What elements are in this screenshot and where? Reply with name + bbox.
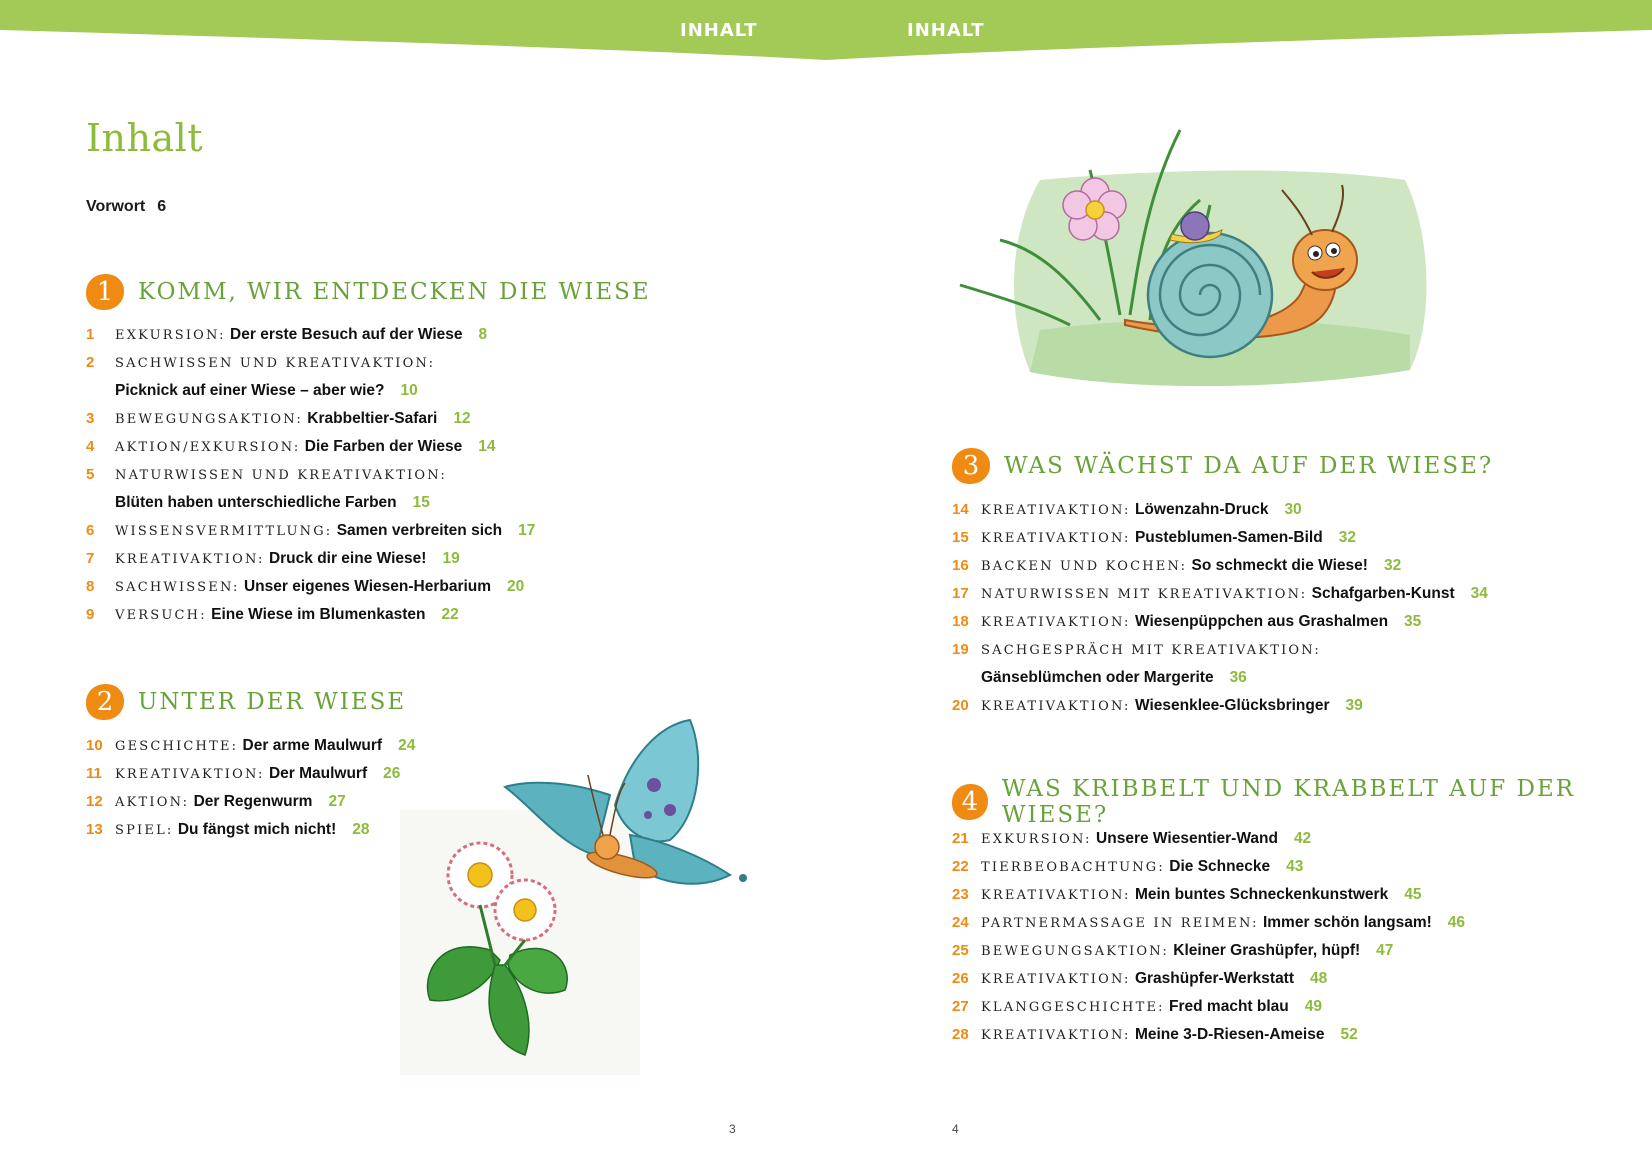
toc-entry-title: Du fängst mich nicht!: [177, 821, 337, 838]
toc-entry-title: Wiesenpüppchen aus Grashalmen: [1134, 613, 1389, 630]
toc-entry-number: 19: [952, 641, 969, 658]
toc-entry-category: KREATIVAKTION:: [981, 615, 1131, 630]
toc-entry-number: 8: [86, 578, 95, 595]
toc-entry-number: 26: [952, 970, 969, 987]
toc-entry-category: EXKURSION:: [981, 832, 1092, 847]
toc-entry-title: Pusteblumen-Samen-Bild: [1134, 529, 1323, 546]
chapter-badge: 3: [952, 448, 990, 484]
toc-entry[interactable]: [86, 737, 415, 765]
toc-entry-number: 14: [952, 501, 969, 518]
chapter-title: WAS KRIBBELT UND KRABBELT AUF DER WIESE?: [1001, 776, 1576, 828]
toc-entry-title: Mein buntes Schneckenkunstwerk: [1134, 886, 1389, 903]
running-head-left: INHALT: [680, 20, 758, 41]
toc-entry[interactable]: [952, 830, 1465, 858]
chapter-badge: 4: [952, 784, 988, 820]
toc-entry-category: GESCHICHTE:: [115, 739, 239, 754]
toc-entry-category: NATURWISSEN UND KREATIVAKTION:: [115, 468, 447, 483]
toc-entry[interactable]: [86, 466, 535, 494]
toc-entry-page: 19: [442, 550, 460, 567]
toc-entry-title: So schmeckt die Wiese!: [1191, 557, 1368, 574]
toc-entry-number: 23: [952, 886, 969, 903]
toc-entry-category: KREATIVAKTION:: [981, 531, 1131, 546]
toc-entry[interactable]: [86, 765, 415, 793]
toc-entry[interactable]: [86, 410, 535, 438]
page-number-left: 3: [729, 1122, 736, 1136]
toc-entry-category: KREATIVAKTION:: [981, 888, 1131, 903]
toc-entry-number: 9: [86, 606, 95, 623]
toc-entry[interactable]: [86, 354, 535, 382]
toc-entry-page: 42: [1293, 830, 1312, 847]
toc-entry-category: SACHWISSEN UND KREATIVAKTION:: [115, 356, 436, 371]
toc-entry-number: 4: [86, 438, 95, 455]
toc-entry-number: 22: [952, 858, 969, 875]
toc-entry-category: KREATIVAKTION:: [115, 767, 265, 782]
foreword-page: 6: [157, 198, 167, 215]
toc-entry-category: KLANGGESCHICHTE:: [981, 1000, 1165, 1015]
toc-entry-page: 47: [1376, 942, 1394, 959]
page-title: Inhalt: [86, 116, 204, 160]
toc-entry-page: 34: [1470, 585, 1488, 602]
chapter-title: KOMM, WIR ENTDECKEN DIE WIESE: [138, 279, 651, 305]
toc-entry-title: Blüten haben unterschiedliche Farben: [115, 494, 397, 511]
toc-entry-number: 12: [86, 793, 103, 810]
toc-entry-title: Der erste Besuch auf der Wiese: [230, 326, 463, 343]
foreword-label: Vorwort: [86, 198, 146, 215]
toc-entry-page: 17: [518, 522, 536, 539]
toc-entry-title: Der arme Maulwurf: [242, 737, 383, 754]
toc-entry-page: 20: [507, 578, 525, 595]
toc-entry-category: BEWEGUNGSAKTION:: [981, 944, 1169, 959]
toc-entry-page: 27: [328, 793, 346, 810]
toc-entry-category: KREATIVAKTION:: [981, 972, 1131, 987]
toc-entry-title: Der Regenwurm: [193, 793, 313, 810]
toc-entry[interactable]: [86, 522, 535, 550]
toc-entry-category: BACKEN UND KOCHEN:: [981, 559, 1188, 574]
chapter-badge: 1: [86, 274, 124, 310]
toc-entry-title: Die Schnecke: [1169, 858, 1271, 875]
toc-entry-title: Meine 3-D-Riesen-Ameise: [1134, 1026, 1325, 1043]
toc-entry-category: PARTNERMASSAGE IN REIMEN:: [981, 916, 1259, 931]
chapter-4-heading[interactable]: [952, 776, 1652, 828]
toc-entry[interactable]: [86, 326, 535, 354]
page-number-right: 4: [952, 1122, 959, 1136]
toc-entry[interactable]: [86, 550, 535, 578]
toc-entry-category: AKTION:: [115, 795, 190, 810]
toc-entry[interactable]: [86, 821, 415, 849]
toc-entry-category: VERSUCH:: [115, 608, 207, 623]
toc-entry-title: Die Farben der Wiese: [304, 438, 463, 455]
toc-entry[interactable]: [952, 970, 1465, 998]
toc-entry-number: 25: [952, 942, 969, 959]
toc-entry[interactable]: [952, 1026, 1465, 1054]
toc-entry[interactable]: [952, 585, 1488, 613]
toc-entry-number: 1: [86, 326, 95, 343]
toc-entry-page: 8: [478, 326, 488, 343]
toc-entry-number: 10: [86, 737, 103, 754]
toc-entry-page: 14: [478, 438, 496, 455]
toc-entry-title: Gänseblümchen oder Margerite: [981, 669, 1214, 686]
toc-entry-number: 15: [952, 529, 969, 546]
toc-entry[interactable]: [952, 942, 1465, 970]
toc-entry-title: Kleiner Grashüpfer, hüpf!: [1173, 942, 1361, 959]
chapter-title: UNTER DER WIESE: [138, 689, 407, 715]
toc-entry-number: 5: [86, 466, 95, 483]
toc-entry-page: 43: [1286, 858, 1304, 875]
toc-entry-page: 45: [1404, 886, 1422, 903]
snail-illustration: [950, 110, 1450, 400]
toc-entry[interactable]: [952, 669, 1488, 697]
toc-entry-page: 26: [383, 765, 401, 782]
toc-entry-page: 24: [398, 737, 416, 754]
toc-entry-page: 52: [1340, 1026, 1358, 1043]
toc-entry-number: 11: [86, 765, 102, 782]
chapter-badge: 2: [86, 684, 124, 720]
toc-entry-page: 35: [1404, 613, 1422, 630]
toc-entry-category: AKTION/EXKURSION:: [115, 440, 301, 455]
toc-entry[interactable]: [952, 697, 1488, 725]
toc-entry[interactable]: [86, 793, 415, 821]
header-band: [0, 0, 1652, 62]
toc-entry[interactable]: [952, 641, 1488, 669]
toc-entry-category: TIERBEOBACHTUNG:: [981, 860, 1165, 875]
butterfly-daisy-illustration: [400, 715, 760, 1080]
toc-entry-page: 36: [1229, 669, 1247, 686]
toc-entry-category: EXKURSION:: [115, 328, 226, 343]
chapter-4-list: [952, 830, 1465, 1054]
toc-entry-number: 21: [952, 830, 969, 847]
toc-entry-number: 27: [952, 998, 969, 1015]
toc-entry-category: WISSENSVERMITTLUNG:: [115, 524, 333, 539]
toc-entry-page: 32: [1338, 529, 1356, 546]
chapter-1-list: [86, 326, 535, 634]
foreword-entry[interactable]: [86, 198, 166, 216]
toc-entry-category: KREATIVAKTION:: [981, 699, 1131, 714]
toc-entry-title: Eine Wiese im Blumenkasten: [211, 606, 426, 623]
toc-entry-category: SPIEL:: [115, 823, 174, 838]
toc-entry-title: Fred macht blau: [1169, 998, 1289, 1015]
chapter-2-heading[interactable]: [86, 684, 406, 720]
toc-entry[interactable]: [86, 606, 535, 634]
chapter-2-list: [86, 737, 415, 849]
chapter-title: WAS WÄCHST DA AUF DER WIESE?: [1004, 453, 1494, 479]
toc-entry-number: 20: [952, 697, 969, 714]
toc-entry[interactable]: [952, 914, 1465, 942]
toc-entry-page: 32: [1383, 557, 1402, 574]
toc-entry-page: 30: [1284, 501, 1302, 518]
toc-entry-number: 7: [86, 550, 95, 567]
toc-entry-category: NATURWISSEN MIT KREATIVAKTION:: [981, 587, 1308, 602]
chapter-3-list: [952, 501, 1488, 725]
toc-entry[interactable]: [86, 438, 535, 466]
toc-entry-page: 48: [1310, 970, 1328, 987]
toc-entry-number: 13: [86, 821, 103, 838]
toc-entry[interactable]: [86, 578, 535, 606]
toc-entry-title: Samen verbreiten sich: [336, 522, 503, 539]
toc-entry[interactable]: [952, 613, 1488, 641]
toc-entry-category: KREATIVAKTION:: [981, 1028, 1131, 1043]
toc-entry-category: SACHWISSEN:: [115, 580, 240, 595]
toc-entry[interactable]: [952, 501, 1488, 529]
toc-entry[interactable]: [952, 557, 1488, 585]
toc-entry-title: Krabbeltier-Safari: [307, 410, 438, 427]
toc-entry[interactable]: [952, 858, 1465, 886]
toc-entry-number: 3: [86, 410, 95, 427]
toc-entry-title: Druck dir eine Wiese!: [268, 550, 427, 567]
toc-entry-page: 15: [412, 494, 430, 511]
toc-entry-page: 39: [1345, 697, 1363, 714]
toc-entry-number: 6: [86, 522, 95, 539]
toc-entry-number: 16: [952, 557, 969, 574]
toc-entry-title: Schafgarben-Kunst: [1311, 585, 1455, 602]
toc-entry-title: Der Maulwurf: [268, 765, 368, 782]
toc-entry-title: Picknick auf einer Wiese – aber wie?: [115, 382, 385, 399]
chapter-3-heading[interactable]: [952, 448, 1493, 484]
toc-entry[interactable]: [952, 998, 1465, 1026]
toc-entry-title: Wiesenklee-Glücksbringer: [1134, 697, 1330, 714]
toc-entry[interactable]: [952, 886, 1465, 914]
toc-entry-page: 28: [352, 821, 370, 838]
running-head-right: INHALT: [907, 20, 985, 41]
toc-entry-page: 12: [453, 410, 471, 427]
toc-entry-title: Grashüpfer-Werkstatt: [1134, 970, 1295, 987]
chapter-1-heading[interactable]: [86, 274, 651, 310]
toc-entry-title: Löwenzahn-Druck: [1134, 501, 1269, 518]
toc-entry-page: 22: [441, 606, 459, 623]
toc-entry-category: KREATIVAKTION:: [115, 552, 265, 567]
toc-entry[interactable]: [952, 529, 1488, 557]
toc-entry-number: 17: [952, 585, 969, 602]
toc-entry[interactable]: [86, 382, 535, 410]
toc-entry-number: 28: [952, 1026, 969, 1043]
toc-entry-title: Unser eigenes Wiesen-Herbarium: [243, 578, 492, 595]
toc-entry-number: 2: [86, 354, 95, 371]
toc-entry-category: BEWEGUNGSAKTION:: [115, 412, 303, 427]
toc-entry[interactable]: [86, 494, 535, 522]
toc-entry-category: SACHGESPRÄCH MIT KREATIVAKTION:: [981, 643, 1321, 658]
toc-entry-page: 46: [1447, 914, 1466, 931]
toc-entry-page: 49: [1304, 998, 1322, 1015]
toc-entry-page: 10: [400, 382, 418, 399]
toc-entry-number: 24: [952, 914, 969, 931]
toc-entry-category: KREATIVAKTION:: [981, 503, 1131, 518]
toc-entry-title: Unsere Wiesentier-Wand: [1096, 830, 1278, 847]
toc-entry-title: Immer schön langsam!: [1262, 914, 1432, 931]
toc-entry-number: 18: [952, 613, 969, 630]
